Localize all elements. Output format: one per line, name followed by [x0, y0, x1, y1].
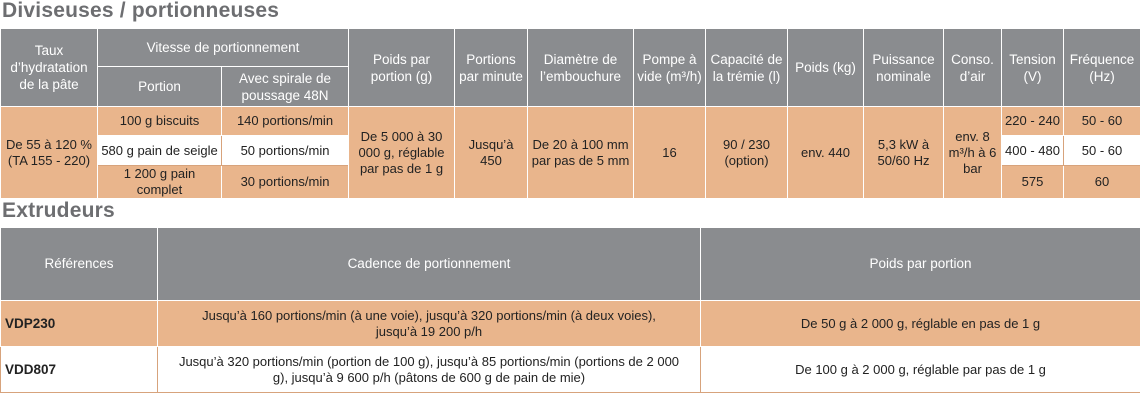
header-poids: Poids (kg) — [788, 29, 864, 107]
diviseuses-table — [0, 28, 1140, 199]
diametre-cell: De 20 à 100 mm par pas de 5 mm — [528, 107, 634, 199]
puissance-cell: 5,3 kW à 50/60 Hz — [864, 107, 944, 199]
header-cadence: Cadence de portionnement — [158, 228, 701, 301]
section-title-extrudeurs: Extrudeurs — [2, 199, 115, 222]
portion-cell: 1 200 g pain complet — [98, 166, 222, 199]
poids-cell: De 50 g à 2 000 g, réglable en pas de 1 g — [701, 301, 1140, 347]
header-tension: Tension (V) — [1002, 29, 1064, 107]
header-taux: Taux d’hydratation de la pâte — [1, 29, 98, 107]
header-pompe: Pompe à vide (m³/h) — [634, 29, 706, 107]
spirale-cell: 50 portions/min — [222, 136, 349, 166]
tension-cell: 220 - 240 — [1002, 107, 1064, 136]
tension-cell: 400 - 480 — [1002, 136, 1064, 166]
header-conso: Conso. d’air — [944, 29, 1002, 107]
header-portion: Portion — [98, 67, 222, 107]
header-capacite: Capacité de la trémie (l) — [706, 29, 788, 107]
pompe-cell: 16 — [634, 107, 706, 199]
tension-cell: 575 — [1002, 166, 1064, 199]
header-references: Références — [1, 228, 158, 301]
header-poids-par-portion: Poids par portion — [701, 228, 1140, 301]
portions-minute-cell: Jusqu’à 450 — [455, 107, 528, 199]
portion-cell: 100 g biscuits — [98, 107, 222, 136]
header-poids-portion: Poids par portion (g) — [349, 29, 455, 107]
header-diametre: Diamètre de l’embouchure — [528, 29, 634, 107]
taux-cell: De 55 à 120 % (TA 155 - 220) — [1, 107, 98, 199]
header-vitesse: Vitesse de portionnement — [98, 29, 349, 67]
reference-cell: VDP230 — [1, 301, 158, 347]
poids-portion-cell: De 5 000 à 30 000 g, réglable par pas de 1 g — [349, 107, 455, 199]
reference-cell: VDD807 — [1, 347, 158, 393]
poids-cell: De 100 g à 2 000 g, réglable par pas de 1 g — [701, 347, 1140, 393]
header-frequence: Fréquence (Hz) — [1064, 29, 1140, 107]
header-portions-minute: Portions par minute — [455, 29, 528, 107]
frequence-cell: 50 - 60 — [1064, 136, 1140, 166]
conso-cell: env. 8 m³/h à 6 bar — [944, 107, 1002, 199]
cadence-cell: Jusqu’à 160 portions/min (à une voie), jusqu’à 320 portions/min (à deux voies), jusqu’à 19 200 p/h — [158, 301, 701, 347]
spirale-cell: 140 portions/min — [222, 107, 349, 136]
header-spirale: Avec spirale de poussage 48N — [222, 67, 349, 107]
frequence-cell: 60 — [1064, 166, 1140, 199]
section-title-diviseuses: Diviseuses / portionneuses — [2, 0, 280, 22]
poids-cell: env. 440 — [788, 107, 864, 199]
portion-cell: 580 g pain de seigle — [98, 136, 222, 166]
header-puissance: Puissance nominale — [864, 29, 944, 107]
spirale-cell: 30 portions/min — [222, 166, 349, 199]
extrudeurs-table — [0, 227, 1140, 393]
cadence-cell: Jusqu’à 320 portions/min (portion de 100 g), jusqu’à 85 portions/min (portions de 2 000 g), jusqu’à 9 600 p/h (pâtons de 600 g de pain de mie) — [158, 347, 701, 393]
capacite-cell: 90 / 230 (option) — [706, 107, 788, 199]
frequence-cell: 50 - 60 — [1064, 107, 1140, 136]
